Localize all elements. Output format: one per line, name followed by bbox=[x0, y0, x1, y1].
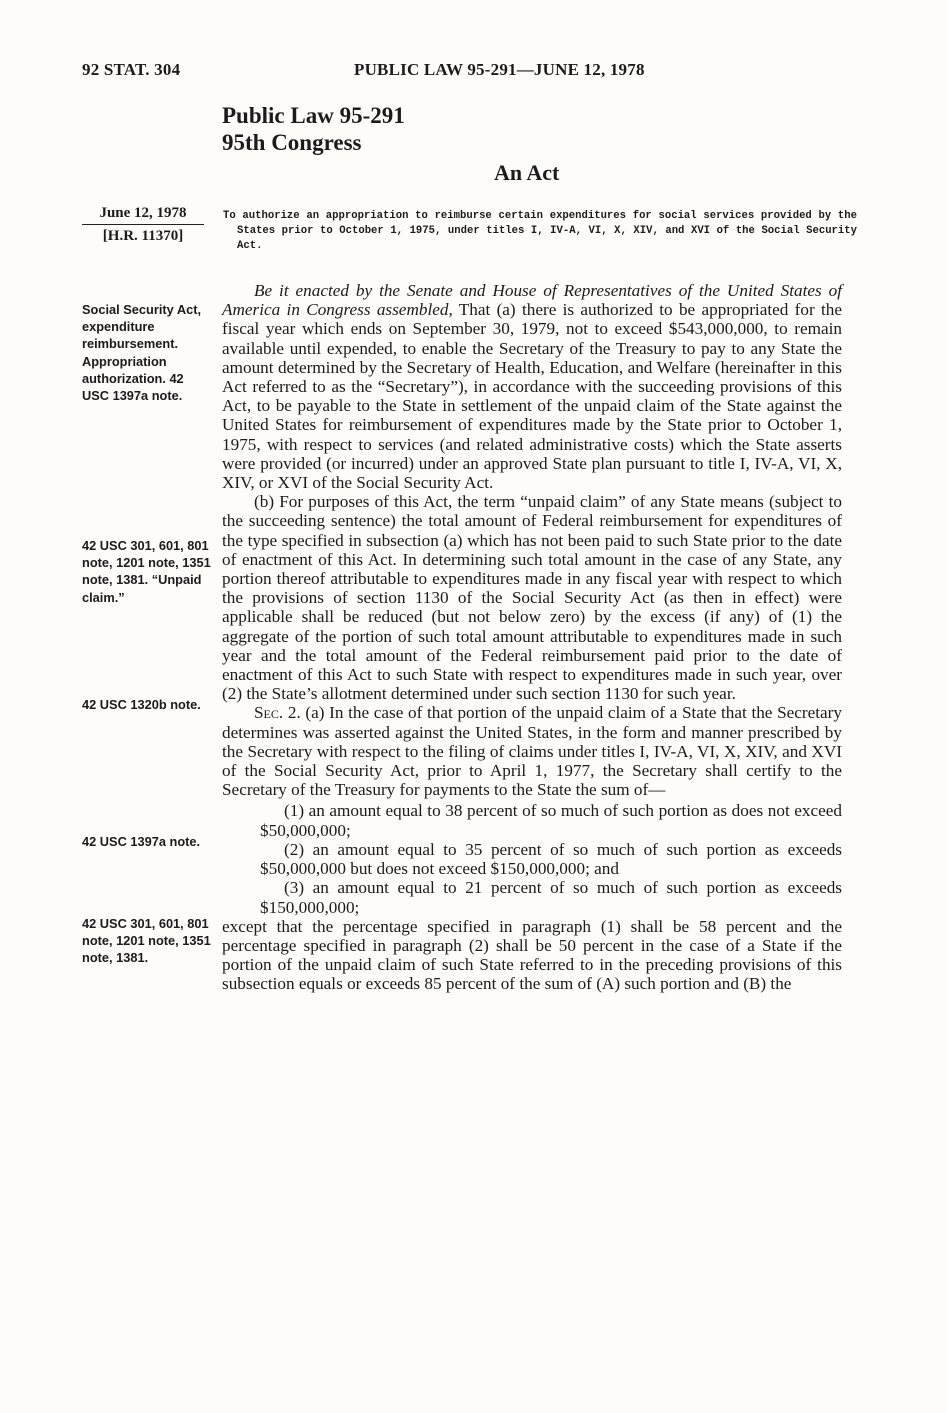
section-2-label: Sec. 2. bbox=[254, 703, 301, 723]
section-1-b: (b) For purposes of this Act, the term “unpaid claim” of any State means (subject to the succeeding sentence) the total amount of Federal reimbursement for expenditures of the type specified in subsection (a) which has not been paid to such State prior to the date of enactment of this Act. In determining such total amount in the case of any State, any portion thereof attributable to expenditures made in any fiscal year with respect to which the provisions of section 1130 of the Social Security Act (as then in effect) were applicable shall be reduced (but not below zero) by the excess (if any) of (1) the aggregate of the portion of such total amount attributable to expenditures made in such year and the total amount of the Federal reimbursement paid prior to the date of enactment of this Act to such State with respect to expenditures made in such year, over (2) the State’s allotment determined under such section 1130 for such year. bbox=[222, 492, 842, 704]
law-title bbox=[222, 102, 405, 156]
section-1-a-text: That (a) there is authorized to be appropriated for the fiscal year which ends on September 30, 1979, not to exceed $543,000,000, to remain available until expended, to enable the Secretary of the Treasury to pay to any State the amount determined by the Secretary of Health, Education, and Welfare (hereinafter in this Act referred to as the “Secretary”), in accordance with the succeeding provisions of this Act, to be payable to the State in settlement of the unpaid claim of the State against the United States for reimbursement of expenditures made by the State prior to October 1, 1975, with respect to services (and related administrative costs) which the State asserts were provided (or incurred) under an approved State plan pursuant to title I, IV-A, VI, X, XIV, or XVI of the Social Security Act. bbox=[222, 300, 843, 493]
date-block bbox=[82, 205, 204, 245]
section-2-a bbox=[222, 703, 842, 799]
running-head-title: PUBLIC LAW 95-291—JUNE 12, 1978 bbox=[354, 60, 645, 79]
margin-note: Social Security Act, expenditure reimbursement. Appropriation authorization. 42 USC 1397a note. bbox=[82, 302, 202, 404]
section-1-a bbox=[222, 281, 842, 492]
paragraph-3: (3) an amount equal to 21 percent of so much of such portion as exceeds $150,000,000; bbox=[260, 878, 842, 917]
margin-note: 42 USC 301, 601, 801 note, 1201 note, 1351 note, 1381. bbox=[82, 916, 211, 966]
act-purpose: To authorize an appropriation to reimburse certain expenditures for social services provided by the States prior to October 1, 1975, under titles I, IV-A, VI, X, XIV, and XVI of the Social Security Act. bbox=[223, 210, 857, 252]
law-number: Public Law 95-291 bbox=[222, 103, 405, 128]
closing-clause: except that the percentage specified in paragraph (1) shall be 58 percent and the percentage specified in paragraph (2) shall be 50 percent in the case of a State if the portion of the unpaid claim of such State referred to in the preceding provisions of this subsection equals or exceeds 85 percent of the sum of (A) such portion and (B) the bbox=[222, 916, 842, 994]
enactment-date: June 12, 1978 bbox=[82, 205, 204, 225]
stat-page-number: 92 STAT. 304 bbox=[82, 60, 181, 79]
margin-note: 42 USC 1397a note. bbox=[82, 834, 201, 849]
paragraph-1: (1) an amount equal to 38 percent of so much of such portion as does not exceed $50,000,000; bbox=[260, 801, 842, 840]
act-heading: An Act bbox=[494, 160, 560, 185]
margin-note: 42 USC 1320b note. bbox=[82, 697, 201, 712]
enacting-clause: Be it enacted by the Senate and House of Representatives of the United States of America in Congress assembled, bbox=[222, 281, 842, 320]
bill-number: [H.R. 11370] bbox=[102, 228, 184, 244]
section-2-a-text: (a) In the case of that portion of the unpaid claim of a State that the Secretary determines was asserted against the United States, in the form and manner prescribed by the Secretary with respect to the filing of claims under titles I, IV-A, VI, X, XIV, and XVI of the Social Security Act, prior to April 1, 1977, the Secretary shall certify to the Secretary of the Treasury for payments to the State the sum of— bbox=[222, 703, 842, 800]
margin-note: 42 USC 301, 601, 801 note, 1201 note, 1351 note, 1381. “Unpaid claim.” bbox=[82, 538, 211, 605]
running-header bbox=[82, 60, 842, 82]
act-body bbox=[222, 281, 842, 994]
paragraph-2: (2) an amount equal to 35 percent of so much of such portion as exceeds $50,000,000 but does not exceed $150,000,000; and bbox=[260, 839, 842, 879]
congress-number: 95th Congress bbox=[222, 130, 362, 155]
